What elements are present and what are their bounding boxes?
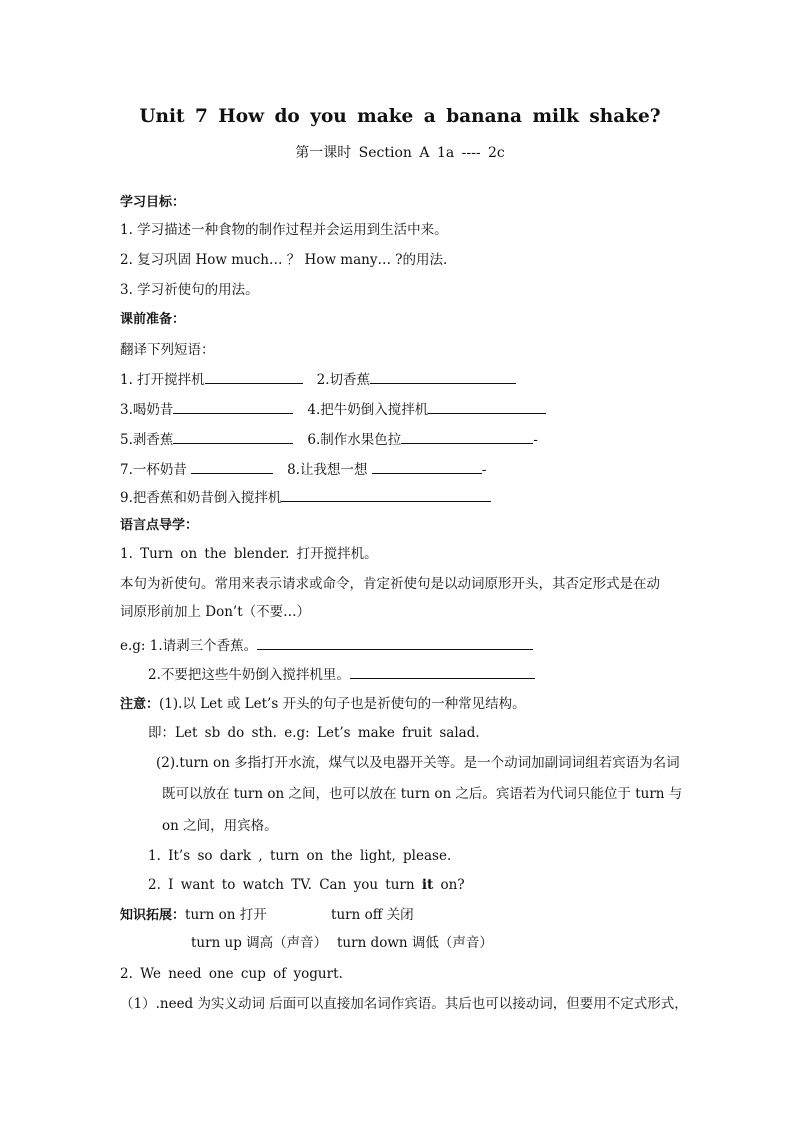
emphasized-word: it [421, 877, 434, 893]
example-text: e.g: 1.请剥三个香蕉。 [120, 638, 258, 654]
note-label: 注意： [120, 697, 160, 712]
note-text: 既可以放在 turn on 之间，也可以放在 turn on 之后。宾语若为代词只能位于 turn 与 [162, 786, 683, 802]
language-explanation: 本句为祈使句。常用来表示请求或命令，肯定祈使句是以动词原形开头，其否定形式是在动 [120, 576, 660, 592]
answer-blank[interactable] [428, 400, 546, 414]
example-row [148, 665, 535, 683]
document-subtitle: 第一课时 Section A 1a ---- 2c [295, 145, 505, 161]
answer-blank[interactable] [370, 370, 516, 384]
note-text: (2).turn on 多指打开水流，煤气以及电器开关等。是一个动词加副词词组若宾语为名词 [156, 755, 680, 771]
phrase-label: 3.喝奶昔 [120, 402, 174, 418]
note-example [148, 877, 465, 893]
note-text: (1).以 Let 或 Let’s 开头的句子也是祈使句的一种常见结构。 [159, 696, 526, 712]
prep-heading: 课前准备： [120, 312, 186, 327]
language-heading: 语言点导学： [120, 518, 199, 533]
phrase-label: 6.制作水果色拉 [307, 432, 402, 448]
language-point: 1. Turn on the blender. 打开搅拌机。 [120, 546, 378, 562]
phrase-label: 5.剥香蕉 [120, 432, 174, 448]
answer-blank[interactable] [257, 636, 533, 650]
prep-instruction: 翻译下列短语： [120, 342, 215, 358]
expand-item: turn up 调高（声音） [191, 935, 328, 951]
example-text: 2.不要把这些牛奶倒入搅拌机里。 [148, 667, 350, 683]
objective-item: 3. 学习祈使句的用法。 [120, 282, 259, 298]
phrase-label: 9.把香蕉和奶昔倒入搅拌机 [120, 490, 282, 506]
note-row [120, 696, 526, 713]
document-title: Unit 7 How do you make a banana milk shake? [139, 106, 661, 127]
phrase-label: 2.切香蕉 [316, 372, 371, 388]
phrase-label: 4.把牛奶倒入搅拌机 [307, 402, 429, 418]
answer-blank[interactable] [401, 430, 533, 444]
note-text: 即：Let sb do sth. e.g: Let’s make fruit salad. [148, 725, 480, 741]
answer-blank[interactable] [191, 460, 273, 474]
language-explanation: 词原形前加上 Don’t（不要…） [120, 604, 311, 620]
phrase-label: 8.让我想一想 [287, 462, 372, 478]
prep-row [120, 488, 491, 506]
prep-row [120, 460, 486, 478]
example-row [120, 636, 533, 654]
prep-row [120, 430, 538, 448]
trailing-mark: - [533, 432, 538, 448]
objectives-heading: 学习目标： [120, 195, 186, 210]
expand-item: turn off 关闭 [331, 907, 414, 923]
language-explanation: （1）.need 为实义动词 后面可以直接加名词作宾语。其后也可以接动词，但要用不定式形式， [120, 996, 688, 1012]
answer-blank[interactable] [173, 430, 293, 444]
answer-blank[interactable] [205, 370, 303, 384]
phrase-label: 1. 打开搅拌机 [120, 372, 205, 388]
objective-item: 1. 学习描述一种食物的制作过程并会运用到生活中来。 [120, 222, 448, 238]
expand-label: 知识拓展： [120, 908, 186, 923]
objective-item: 2. 复习巩固 How much… ？ How many… ?的用法. [120, 252, 448, 268]
answer-blank[interactable] [173, 400, 293, 414]
language-point: 2. We need one cup of yogurt. [120, 966, 343, 982]
expand-row [120, 907, 414, 924]
trailing-mark: - [481, 462, 487, 478]
expand-item: turn down 调低（声音） [337, 935, 493, 951]
note-text: on 之间，用宾格。 [162, 818, 278, 834]
prep-row [120, 370, 516, 388]
example-part: on? [433, 877, 465, 893]
phrase-label: 7.一杯奶昔 [120, 462, 192, 478]
answer-blank[interactable] [281, 488, 491, 502]
answer-blank[interactable] [350, 665, 535, 679]
prep-row [120, 400, 546, 418]
expand-item: turn on 打开 [185, 907, 267, 923]
answer-blank[interactable] [372, 460, 482, 474]
example-part: 2. I want to watch TV. Can you turn [148, 877, 422, 893]
note-example: 1. It’s so dark , turn on the light, please. [148, 848, 452, 864]
expand-row [191, 935, 493, 951]
